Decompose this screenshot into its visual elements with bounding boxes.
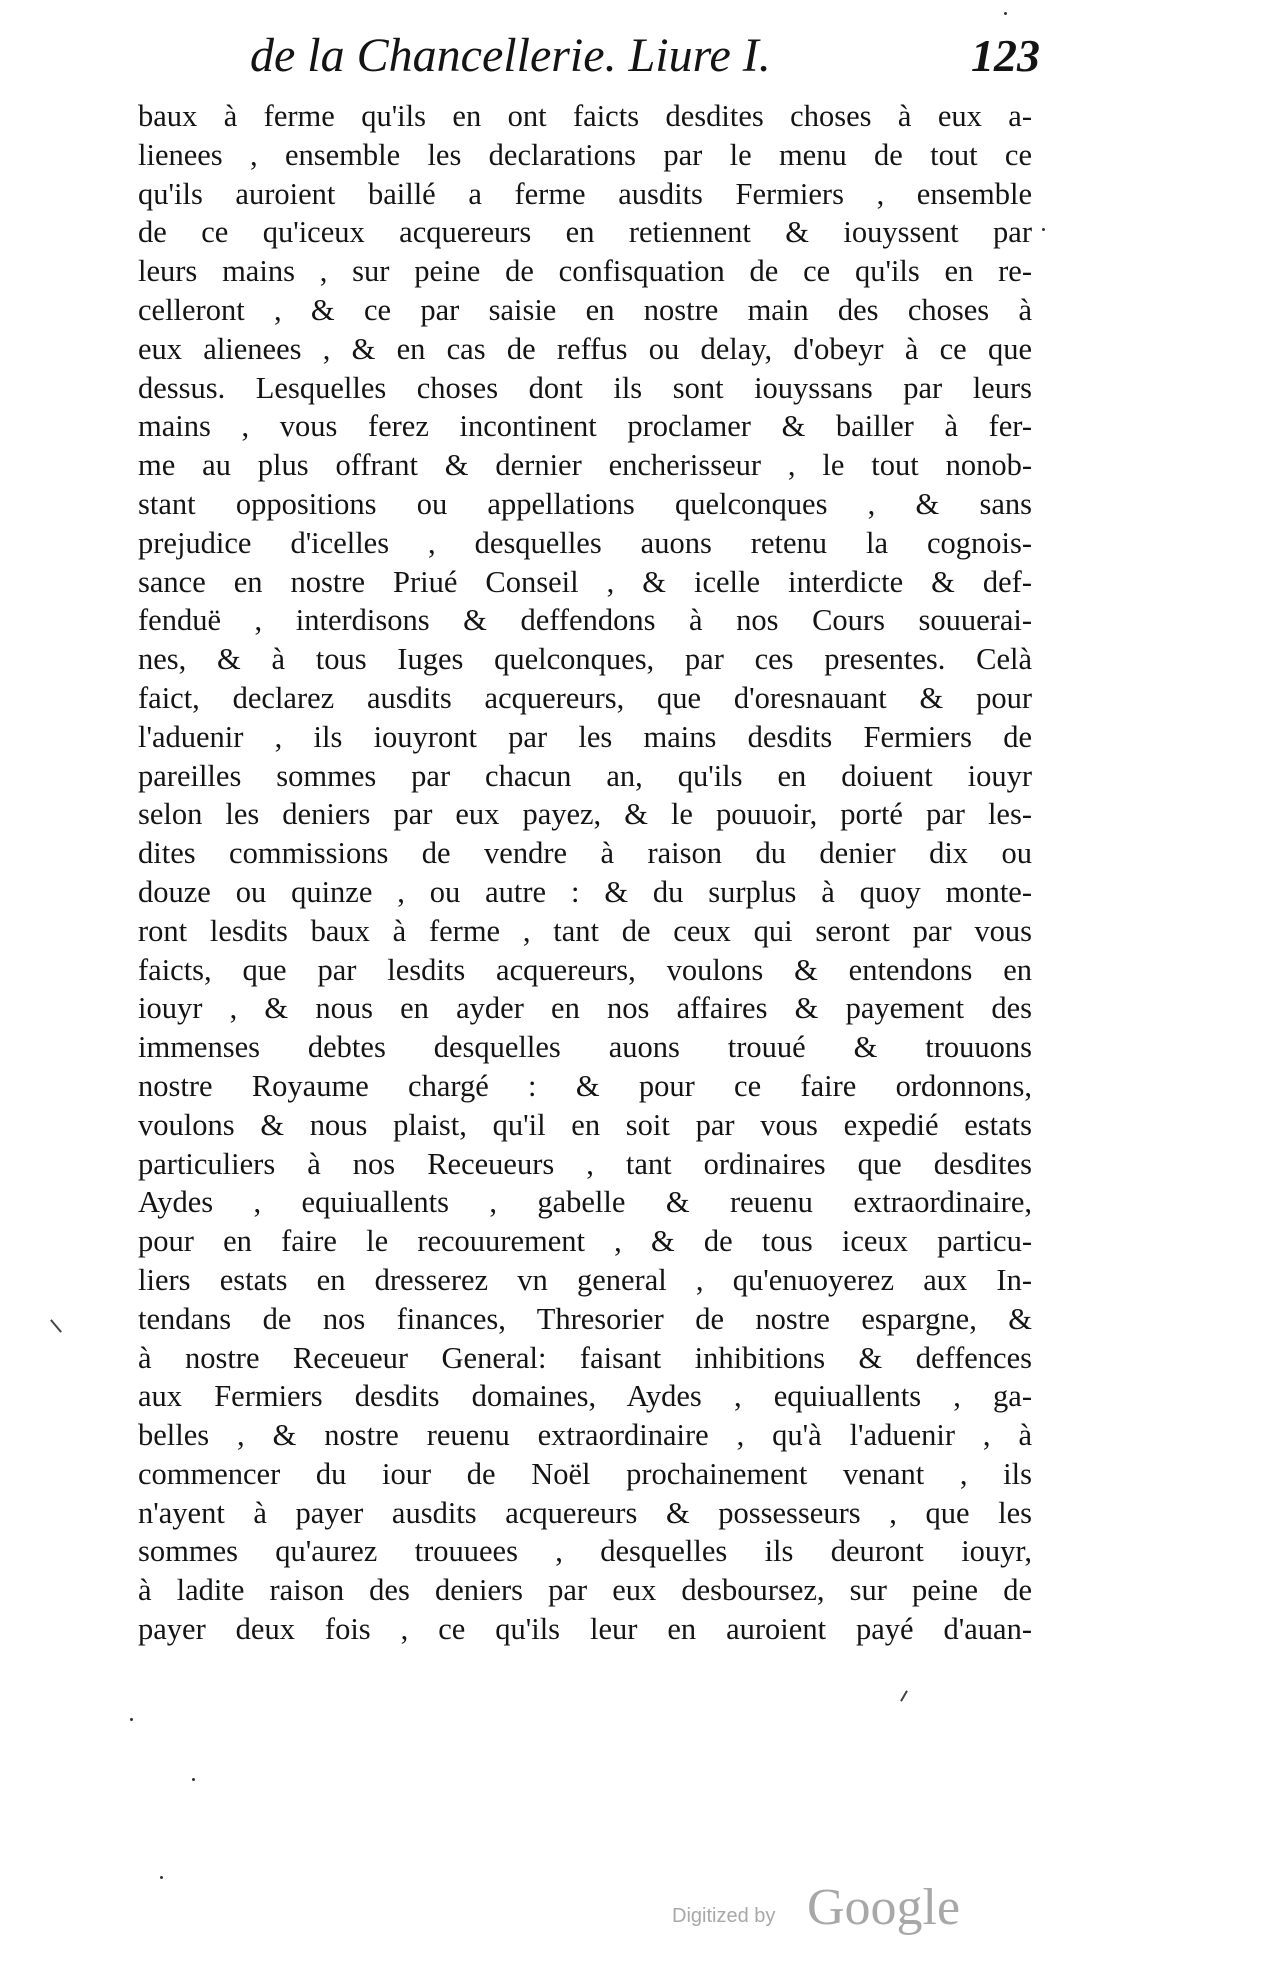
- text-line: de ce qu'iceux acquereurs en retiennent & iouyssent par: [138, 215, 1032, 250]
- text-line: faicts, que par lesdits acquereurs, voulons & entendons en: [138, 952, 1032, 987]
- text-line: nostre Royaume chargé : & pour ce faire ordonnons,: [138, 1068, 1032, 1103]
- text-line: leurs mains , sur peine de confisquation de ce qu'ils en re-: [138, 254, 1032, 289]
- text-line: mains , vous ferez incontinent proclamer & bailler à fer-: [138, 409, 1032, 444]
- text-line: à ladite raison des deniers par eux desboursez, sur peine de: [138, 1573, 1032, 1608]
- text-line: particuliers à nos Receueurs , tant ordinaires que desdites: [138, 1146, 1032, 1181]
- text-line: faict, declarez ausdits acquereurs, que d'oresnauant & pour: [138, 680, 1032, 715]
- text-line: aux Fermiers desdits domaines, Aydes , equiuallents , ga-: [138, 1379, 1032, 1414]
- text-line: Aydes , equiuallents , gabelle & reuenu extraordinaire,: [138, 1185, 1032, 1220]
- text-line: dessus. Lesquelles choses dont ils sont iouyssans par leurs: [138, 370, 1032, 405]
- body-text: [138, 97, 1032, 1649]
- scan-speck: [192, 1778, 195, 1781]
- text-line: à nostre Receueur General: faisant inhibitions & deffences: [138, 1340, 1032, 1375]
- text-line: belles , & nostre reuenu extraordinaire , qu'à l'aduenir , à: [138, 1418, 1032, 1453]
- text-line: sommes qu'aurez trouuees , desquelles ils deuront iouyr,: [138, 1534, 1032, 1569]
- text-line: selon les deniers par eux payez, & le pouuoir, porté par les-: [138, 797, 1032, 832]
- text-line: ront lesdits baux à ferme , tant de ceux qui seront par vous: [138, 913, 1032, 948]
- running-title: de la Chancellerie. Liure I.: [250, 29, 771, 82]
- text-line: pour en faire le recouurement , & de tous iceux particu-: [138, 1224, 1032, 1259]
- text-line: qu'ils auroient baillé a ferme ausdits Fermiers , ensemble: [138, 176, 1032, 211]
- text-line: sance en nostre Priué Conseil , & icelle interdicte & def-: [138, 564, 1032, 599]
- watermark-label: Digitized by: [672, 1905, 776, 1927]
- text-line: baux à ferme qu'ils en ont faicts desdites choses à eux a-: [138, 99, 1032, 133]
- text-line: voulons & nous plaist, qu'il en soit par vous expedié estats: [138, 1107, 1032, 1142]
- text-line: payer deux fois , ce qu'ils leur en auroient payé d'auan-: [138, 1612, 1032, 1647]
- scan-speck: [1004, 12, 1007, 15]
- text-line: dites commissions de vendre à raison du denier dix ou: [138, 836, 1032, 871]
- text-line: liers estats en dresserez vn general , qu'enuoyerez aux In-: [138, 1262, 1032, 1297]
- text-line: douze ou quinze , ou autre : & du surplus à quoy monte-: [138, 874, 1032, 909]
- running-head: [250, 22, 1040, 90]
- scan-speck: [130, 1718, 133, 1721]
- google-logo: Google: [807, 1879, 961, 1936]
- text-line: lienees , ensemble les declarations par le menu de tout ce: [138, 137, 1032, 172]
- text-line: pareilles sommes par chacun an, qu'ils en doiuent iouyr: [138, 758, 1032, 793]
- text-line: l'aduenir , ils iouyront par les mains desdits Fermiers de: [138, 719, 1032, 754]
- page-number: 123: [971, 30, 1040, 81]
- text-line: commencer du iour de Noël prochainement venant , ils: [138, 1456, 1032, 1491]
- text-line: eux alienees , & en cas de reffus ou delay, d'obeyr à ce que: [138, 331, 1032, 366]
- text-line: n'ayent à payer ausdits acquereurs & possesseurs , que les: [138, 1495, 1032, 1530]
- scan-speck: [1042, 228, 1045, 231]
- scan-mark: [900, 1690, 908, 1701]
- text-line: me au plus offrant & dernier encherisseur , le tout nonob-: [138, 448, 1032, 483]
- text-line: tendans de nos finances, Thresorier de nostre espargne, &: [138, 1301, 1032, 1336]
- scan-mark: [50, 1319, 62, 1333]
- text-line: nes, & à tous Iuges quelconques, par ces presentes. Celà: [138, 642, 1032, 677]
- text-line: fenduë , interdisons & deffendons à nos Cours souuerai-: [138, 603, 1032, 638]
- text-line: iouyr , & nous en ayder en nos affaires & payement des: [138, 991, 1032, 1026]
- text-line: immenses debtes desquelles auons trouué & trouuons: [138, 1030, 1032, 1065]
- text-line: celleront , & ce par saisie en nostre main des choses à: [138, 292, 1032, 327]
- digitized-watermark: [672, 1876, 1012, 1936]
- text-line: prejudice d'icelles , desquelles auons retenu la cognois-: [138, 525, 1032, 560]
- text-line: stant oppositions ou appellations quelconques , & sans: [138, 486, 1032, 521]
- scan-speck: [160, 1876, 163, 1879]
